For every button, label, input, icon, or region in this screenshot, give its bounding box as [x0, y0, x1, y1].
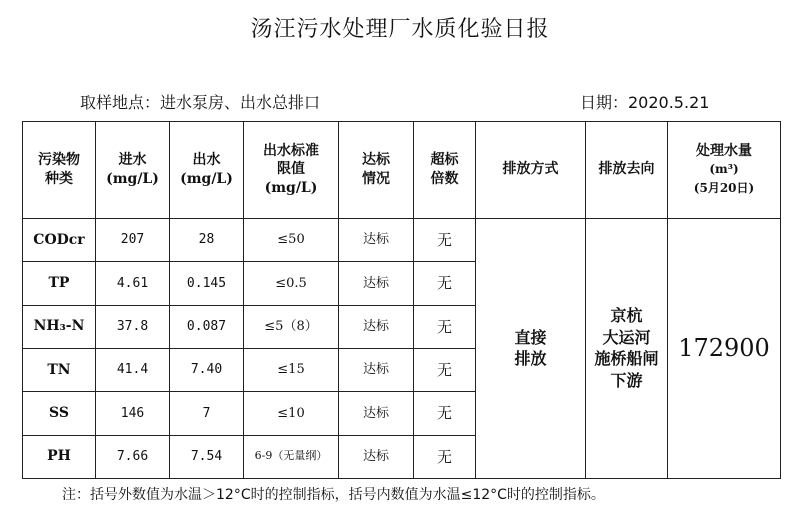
effluent-value: 0.145 [170, 262, 244, 305]
header-compliance-line1: 达标 [362, 152, 390, 169]
effluent-value: 7.40 [170, 348, 244, 391]
effluent-value: 7.54 [170, 435, 244, 478]
effluent-value: 28 [170, 218, 244, 261]
exceed-multiple: 无 [414, 435, 476, 478]
header-effluent [170, 122, 244, 219]
header-limit-line1: 出水标准 [263, 142, 319, 159]
header-influent [96, 122, 170, 219]
compliance-status: 达标 [339, 435, 414, 478]
exceed-multiple: 无 [414, 392, 476, 435]
compliance-status: 达标 [339, 305, 414, 348]
compliance-status: 达标 [339, 218, 414, 261]
header-volume [668, 122, 781, 219]
header-influent-unit: (mg/L) [106, 170, 159, 187]
limit-value: ≤50 [244, 218, 339, 261]
header-method [476, 122, 586, 219]
influent-value: 41.4 [96, 348, 170, 391]
influent-value: 146 [96, 392, 170, 435]
exceed-multiple: 无 [414, 305, 476, 348]
limit-value: ≤5（8） [244, 305, 339, 348]
header-limit [244, 122, 339, 219]
header-exceed-line2: 倍数 [430, 170, 459, 187]
header-compliance-line2: 情况 [362, 170, 390, 187]
header-pollutant-line1: 污染物 [38, 152, 80, 169]
header-limit-unit: (mg/L) [264, 180, 318, 197]
header-effluent-line1: 出水 [192, 152, 221, 169]
exceed-multiple: 无 [414, 348, 476, 391]
header-influent-line1: 进水 [118, 152, 147, 169]
discharge-destination-line2: 大运河 [602, 327, 651, 347]
discharge-destination-line4: 下游 [610, 371, 643, 390]
limit-value: 6-9（无量纲） [244, 435, 339, 478]
header-volume-unit: (m³) [709, 162, 739, 177]
header-method-label: 排放方式 [502, 161, 559, 178]
influent-value: 4.61 [96, 262, 170, 305]
exceed-multiple: 无 [414, 218, 476, 261]
header-exceed-line1: 超标 [430, 152, 459, 169]
influent-value: 7.66 [96, 435, 170, 478]
treated-volume: 172900 [668, 218, 781, 478]
discharge-destination-line3: 施桥船闸 [594, 349, 659, 369]
discharge-method-line1: 直接 [514, 327, 547, 347]
discharge-destination [586, 218, 668, 478]
pollutant-name: TN [23, 348, 96, 391]
sampling-location: 取样地点：进水泵房、出水总排口 [80, 93, 321, 112]
influent-value: 37.8 [96, 305, 170, 348]
discharge-method-line2: 排放 [514, 349, 547, 369]
limit-value: ≤15 [244, 348, 339, 391]
pollutant-name: CODcr [23, 218, 96, 261]
discharge-method [476, 218, 586, 478]
header-destination [586, 122, 668, 219]
effluent-value: 0.087 [170, 305, 244, 348]
header-compliance [339, 122, 414, 219]
effluent-value: 7 [170, 392, 244, 435]
report-date: 日期：2020.5.21 [580, 93, 710, 112]
compliance-status: 达标 [339, 348, 414, 391]
limit-value: ≤0.5 [244, 262, 339, 305]
header-pollutant-line2: 种类 [45, 170, 73, 187]
limit-value: ≤10 [244, 392, 339, 435]
discharge-destination-line1: 京杭 [610, 306, 643, 326]
pollutant-name: TP [23, 262, 96, 305]
table-row [23, 218, 781, 261]
header-row [23, 122, 781, 219]
header-effluent-unit: (mg/L) [180, 170, 233, 187]
header-volume-date: (5月20日) [693, 181, 755, 196]
header-pollutant [23, 122, 96, 219]
pollutant-name: SS [23, 392, 96, 435]
report-title: 汤汪污水处理厂水质化验日报 [250, 17, 550, 42]
exceed-multiple: 无 [414, 262, 476, 305]
compliance-status: 达标 [339, 392, 414, 435]
header-limit-line2: 限值 [277, 161, 305, 178]
header-volume-line1: 处理水量 [696, 142, 752, 159]
header-destination-label: 排放去向 [598, 161, 655, 178]
water-quality-table [22, 121, 781, 479]
header-exceed [414, 122, 476, 219]
pollutant-name: PH [23, 435, 96, 478]
influent-value: 207 [96, 218, 170, 261]
pollutant-name: NH₃-N [23, 305, 96, 348]
footnote: 注：括号外数值为水温＞12°C时的控制指标，括号内数值为水温≤12°C时的控制指标。 [62, 487, 605, 503]
compliance-status: 达标 [339, 262, 414, 305]
